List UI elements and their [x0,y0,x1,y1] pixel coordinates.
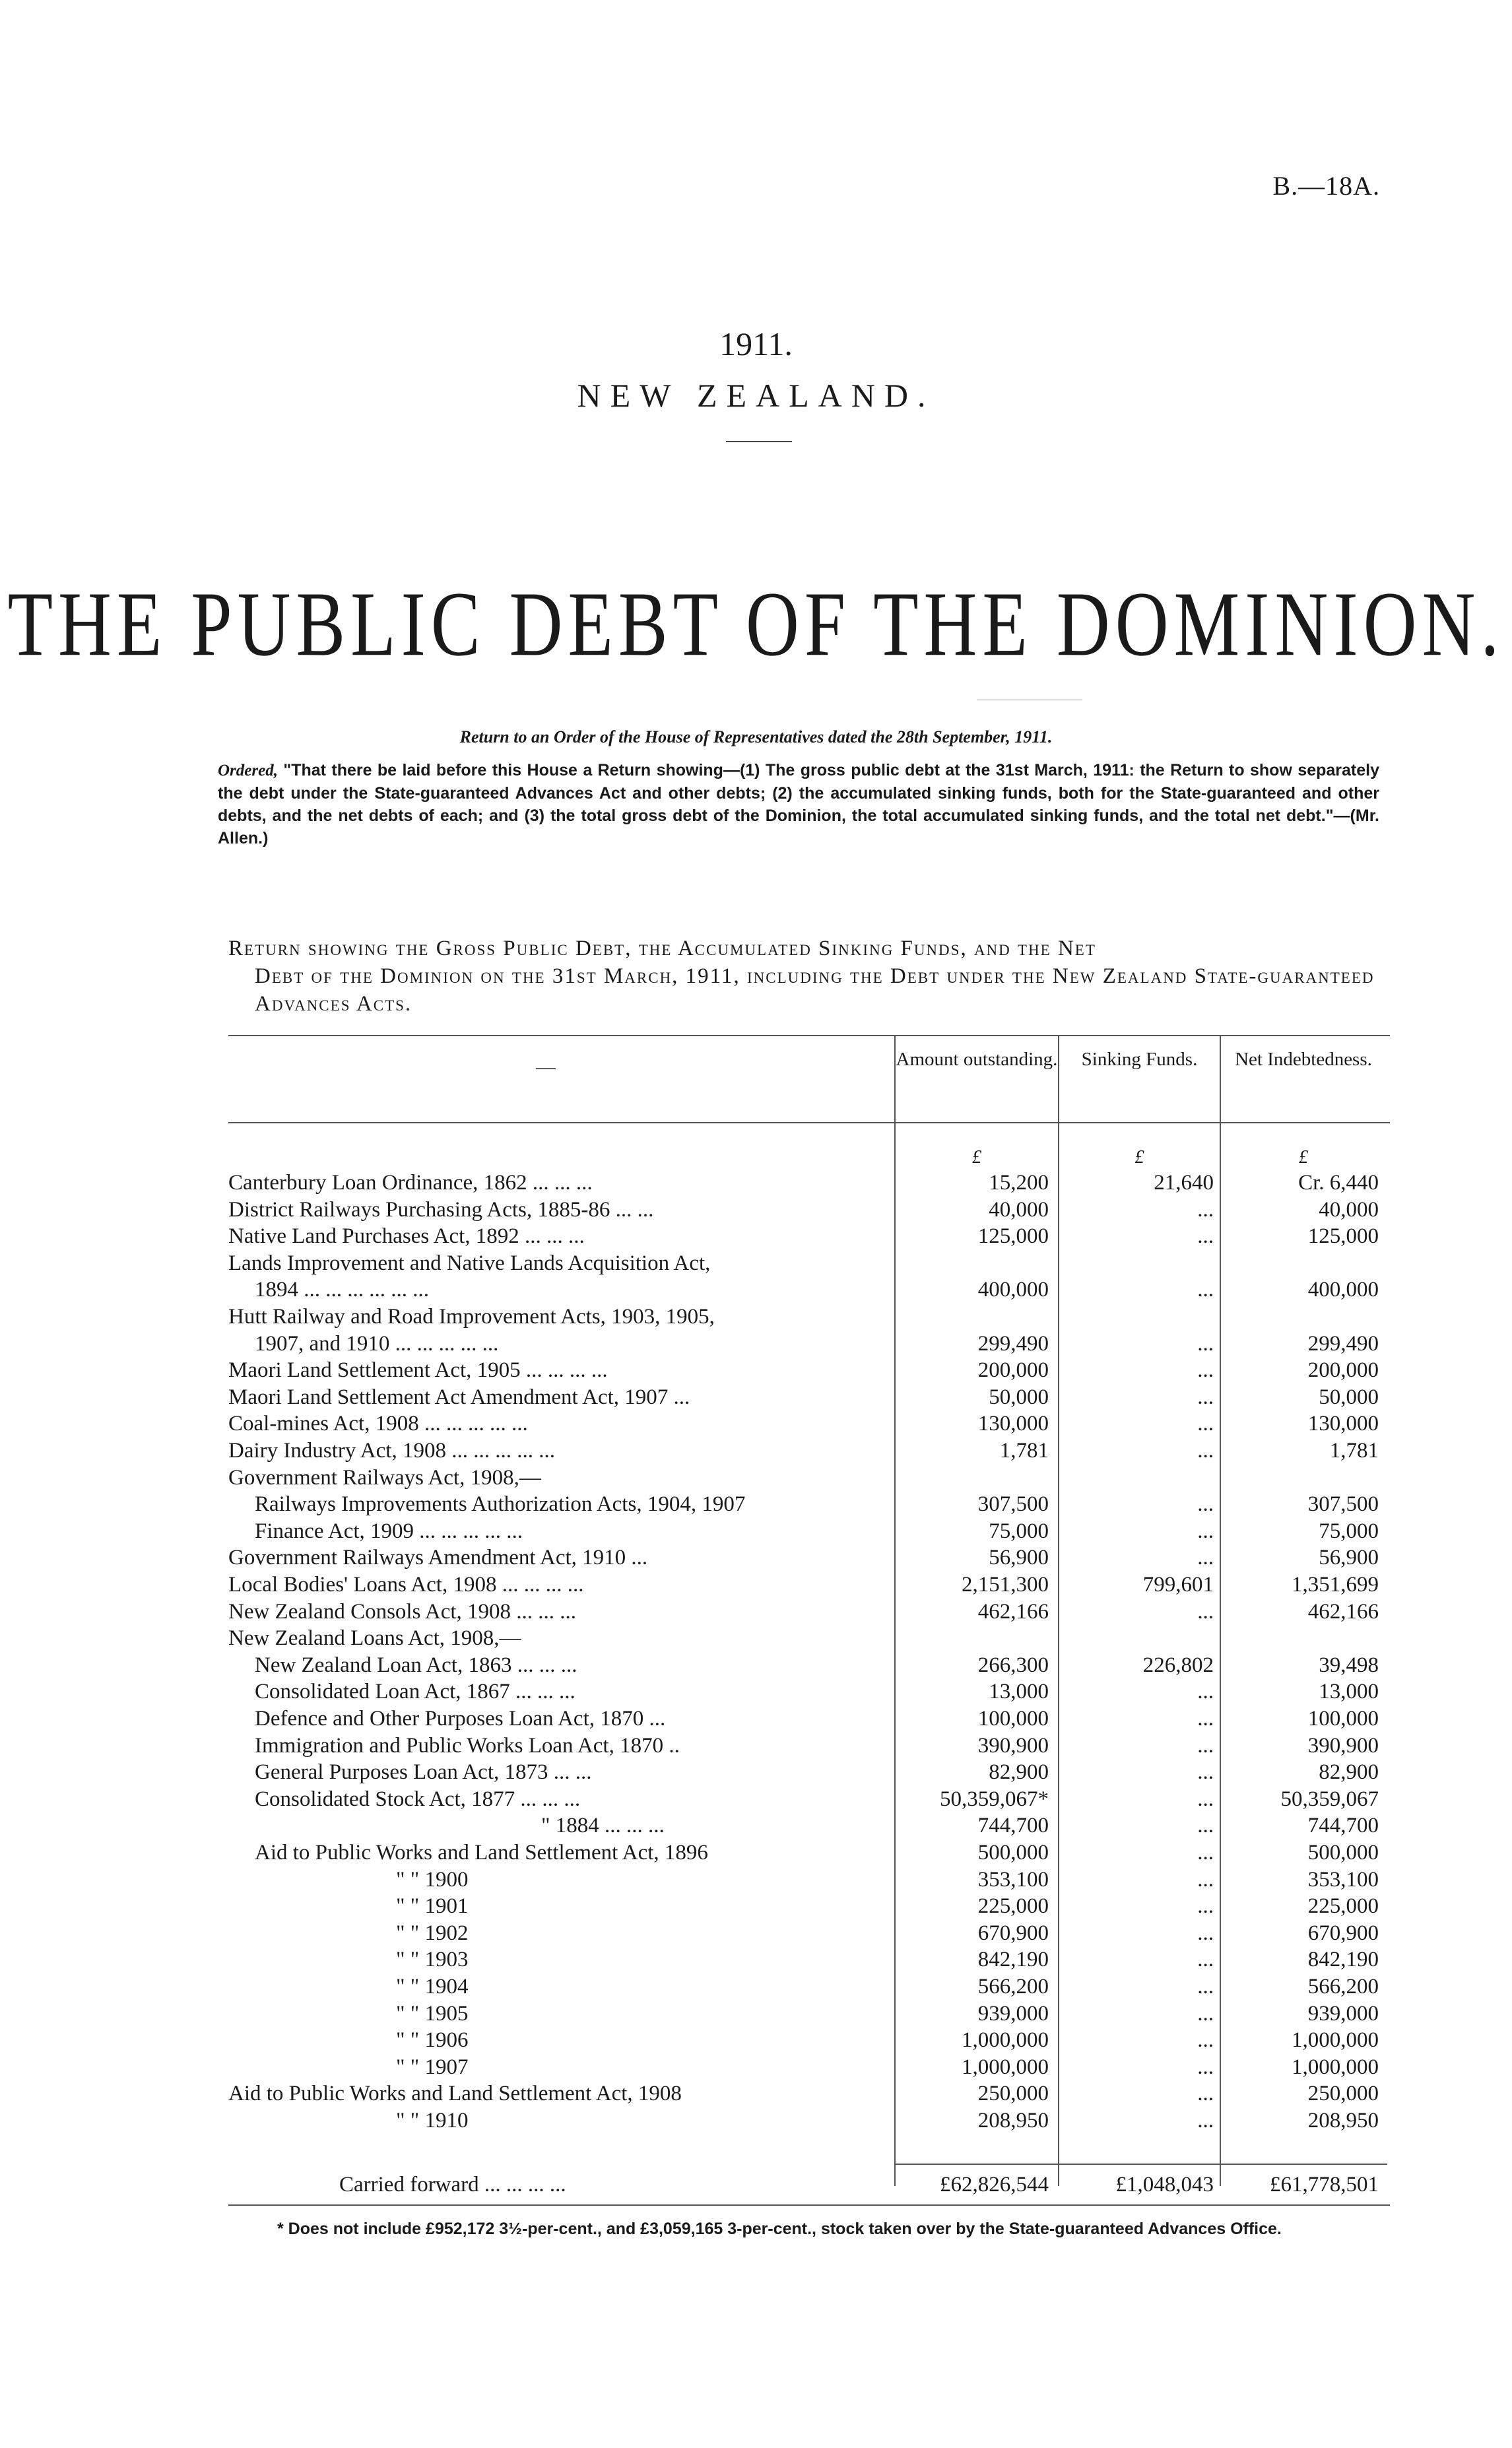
sinking-funds-cell: ... [1197,1412,1214,1436]
return-heading-line1: Return showing the Gross Public Debt, the Accumulated Sinking Funds, and the Net [228,937,1096,960]
amount-outstanding-cell: 353,100 [977,1867,1049,1892]
order-return-line: Return to an Order of the House of Representatives dated the 28th September, 1911. [459,727,1053,746]
sinking-funds-cell: ... [1197,1197,1214,1222]
net-indebtedness-cell: 250,000 [1307,2082,1379,2106]
row-label: Aid to Public Works and Land Settlement Act, 1908 [228,2082,682,2106]
total-rule [896,2164,1387,2165]
table-row [0,1223,1512,1249]
amount-outstanding-cell: 1,000,000 [962,2055,1049,2079]
table-row [0,1973,1512,2000]
row-label: District Railways Purchasing Acts, 1885-86 ... ... [228,1197,654,1222]
sinking-funds-cell: ... [1197,2082,1214,2106]
table-row [0,1384,1512,1410]
net-indebtedness-cell: 842,190 [1307,1948,1379,1972]
table-row [0,1331,1512,1357]
sinking-funds-cell: ... [1197,1841,1214,1865]
net-indebtedness-cell: 1,000,000 [1292,2028,1379,2053]
amount-outstanding-cell: 307,500 [977,1492,1049,1517]
table-row [0,1786,1512,1812]
net-indebtedness-cell: 670,900 [1307,1921,1379,1945]
net-indebtedness-cell: 299,490 [1307,1331,1379,1356]
net-indebtedness-cell: 353,100 [1307,1867,1379,1892]
amount-outstanding-cell: 462,166 [977,1599,1049,1624]
table-row [0,1920,1512,1946]
row-label: Maori Land Settlement Act, 1905 ... ... ... ... [228,1358,608,1383]
sinking-funds-cell: ... [1197,1358,1214,1383]
sinking-funds-cell: ... [1197,2028,1214,2053]
amount-outstanding-cell: 266,300 [977,1653,1049,1677]
ordered-label: Ordered, [218,762,278,779]
table-row [0,1625,1512,1651]
row-label: " 1884 ... ... ... [541,1814,665,1838]
sinking-funds-cell: ... [1197,1680,1214,1704]
amount-outstanding-cell: 130,000 [977,1412,1049,1436]
sinking-funds-cell: ... [1197,1385,1214,1409]
table-row [0,1678,1512,1705]
net-indebtedness-cell: 82,900 [1319,1760,1379,1785]
sinking-funds-cell: ... [1197,1733,1214,1758]
row-label: New Zealand Consols Act, 1908 ... ... ... [228,1599,577,1624]
sinking-funds-cell: ... [1197,1867,1214,1892]
amount-outstanding-cell: 670,900 [977,1921,1049,1945]
sinking-funds-cell: ... [1197,1278,1214,1302]
row-label: Consolidated Loan Act, 1867 ... ... ... [255,1680,575,1704]
row-label: Local Bodies' Loans Act, 1908 ... ... ... ... [228,1573,584,1597]
table-row [0,1544,1512,1571]
table-row [0,2001,1512,2027]
row-label: " " 1910 [396,2109,469,2133]
table-row [0,1893,1512,1919]
column-header-amount: Amount outstanding. [896,1049,1058,1070]
sinking-funds-cell: ... [1197,1760,1214,1785]
amount-outstanding-cell: 75,000 [989,1519,1049,1543]
first-column-header: — [536,1056,556,1078]
row-label: " " 1904 [396,1975,469,1999]
carried-forward-sinking: £1,048,043 [1115,2173,1214,2197]
net-indebtedness-cell: 75,000 [1319,1519,1379,1543]
page-title: THE PUBLIC DEBT OF THE DOMINION. [7,573,1505,676]
row-label: Government Railways Act, 1908,— [228,1465,541,1490]
row-label: Immigration and Public Works Loan Act, 1870 .. [255,1733,680,1758]
row-label: 1907, and 1910 ... ... ... ... ... [255,1331,499,1356]
row-label: " " 1907 [396,2055,469,2079]
document-year: 1911. [719,325,793,362]
table-row [0,1705,1512,1732]
footnote-rule [228,2204,1390,2206]
unit-net-indebtedness: £ [1299,1147,1308,1168]
table-row [0,1197,1512,1223]
table-row [0,2107,1512,2134]
table-row [0,1733,1512,1759]
footnote: * Does not include £952,172 3½-per-cent., and £3,059,165 3-per-cent., stock taken over by the State-guaranteed Advances Office. [277,2220,1282,2238]
net-indebtedness-cell: 200,000 [1307,1358,1379,1383]
table-row [0,1304,1512,1330]
table-row [0,1357,1512,1383]
row-label: " " 1902 [396,1921,469,1945]
row-label: Canterbury Loan Ordinance, 1862 ... ... ... [228,1171,593,1195]
row-label: Hutt Railway and Road Improvement Acts, 1903, 1905, [228,1305,715,1329]
row-label: Railways Improvements Authorization Acts, 1904, 1907 [255,1492,746,1517]
sinking-funds-cell: ... [1197,1814,1214,1838]
amount-outstanding-cell: 842,190 [977,1948,1049,1972]
amount-outstanding-cell: 939,000 [977,2001,1049,2026]
sinking-funds-cell: 21,640 [1154,1171,1214,1195]
amount-outstanding-cell: 50,000 [989,1385,1049,1409]
row-label: Government Railways Amendment Act, 1910 ... [228,1546,648,1570]
sinking-funds-cell: ... [1197,1599,1214,1624]
amount-outstanding-cell: 100,000 [977,1707,1049,1731]
carried-forward-label: Carried forward ... ... ... ... [339,2173,566,2197]
net-indebtedness-cell: 100,000 [1307,1707,1379,1731]
sinking-funds-cell: ... [1197,1787,1214,1811]
row-label: Aid to Public Works and Land Settlement Act, 1896 [255,1841,708,1865]
table-row [0,1170,1512,1196]
table-row [0,1491,1512,1517]
column-header-sinking-funds: Sinking Funds. [1081,1049,1198,1070]
net-indebtedness-cell: 390,900 [1307,1733,1379,1758]
net-indebtedness-cell: 400,000 [1307,1278,1379,1302]
sinking-funds-cell: ... [1197,1948,1214,1972]
amount-outstanding-cell: 15,200 [989,1171,1049,1195]
amount-outstanding-cell: 225,000 [977,1894,1049,1919]
amount-outstanding-cell: 82,900 [989,1760,1049,1785]
net-indebtedness-cell: 939,000 [1307,2001,1379,2026]
row-label: Coal-mines Act, 1908 ... ... ... ... ... [228,1412,528,1436]
table-row [0,1465,1512,1491]
carried-forward-amount: £62,826,544 [940,2173,1049,2197]
carried-forward-net: £61,778,501 [1270,2173,1379,2197]
row-label: " " 1906 [396,2028,469,2053]
return-heading-line2: Debt of the Dominion on the 31st March, 1911, including the Debt under the New Zealand State-guaranteed Advances Acts. [255,964,1375,1016]
sinking-funds-cell: ... [1197,2001,1214,2026]
row-label: Native Land Purchases Act, 1892 ... ... ... [228,1224,585,1249]
net-indebtedness-cell: 130,000 [1307,1412,1379,1436]
net-indebtedness-cell: 744,700 [1307,1814,1379,1838]
sinking-funds-cell: ... [1197,1224,1214,1249]
row-label: " " 1900 [396,1867,469,1892]
sinking-funds-cell: ... [1197,2055,1214,2079]
amount-outstanding-cell: 250,000 [977,2082,1049,2106]
table-row [0,1839,1512,1866]
net-indebtedness-cell: 50,359,067 [1280,1787,1379,1811]
net-indebtedness-cell: 56,900 [1319,1546,1379,1570]
row-label: New Zealand Loans Act, 1908,— [228,1626,521,1651]
net-indebtedness-cell: 208,950 [1307,2109,1379,2133]
net-indebtedness-cell: 462,166 [1307,1599,1379,1624]
paper-reference: B.—18A. [1272,171,1380,201]
amount-outstanding-cell: 400,000 [977,1278,1049,1302]
table-row [0,2080,1512,2107]
amount-outstanding-cell: 56,900 [989,1546,1049,1570]
net-indebtedness-cell: 50,000 [1319,1385,1379,1409]
row-label: General Purposes Loan Act, 1873 ... ... [255,1760,592,1785]
unit-sinking-funds: £ [1134,1147,1144,1168]
row-label: Maori Land Settlement Act Amendment Act, 1907 ... [228,1385,690,1409]
amount-outstanding-cell: 500,000 [977,1841,1049,1865]
amount-outstanding-cell: 2,151,300 [962,1573,1049,1597]
table-row [0,1652,1512,1678]
sinking-funds-cell: 226,802 [1142,1653,1214,1677]
sinking-funds-cell: ... [1197,2109,1214,2133]
order-paragraph [218,759,1379,849]
table-row [0,1867,1512,1893]
amount-outstanding-cell: 1,781 [999,1439,1049,1463]
table-row [0,1410,1512,1437]
net-indebtedness-cell: 13,000 [1319,1680,1379,1704]
row-label: " " 1903 [396,1948,469,1972]
carried-forward-row [0,2171,1512,2198]
table-top-rule [228,1035,1390,1036]
row-label: Finance Act, 1909 ... ... ... ... ... [255,1519,523,1543]
amount-outstanding-cell: 390,900 [977,1733,1049,1758]
amount-outstanding-cell: 299,490 [977,1331,1049,1356]
row-label: Defence and Other Purposes Loan Act, 1870 ... [255,1707,666,1731]
country-heading: NEW ZEALAND. [577,377,935,414]
amount-outstanding-cell: 200,000 [977,1358,1049,1383]
amount-outstanding-cell: 125,000 [977,1224,1049,1249]
table-row [0,1571,1512,1598]
net-indebtedness-cell: 1,000,000 [1292,2055,1379,2079]
row-label: Lands Improvement and Native Lands Acquisition Act, [228,1251,711,1275]
net-indebtedness-cell: 39,498 [1319,1653,1379,1677]
amount-outstanding-cell: 50,359,067* [940,1787,1049,1811]
amount-outstanding-cell: 13,000 [989,1680,1049,1704]
table-row [0,1276,1512,1303]
row-label: " " 1905 [396,2001,469,2026]
net-indebtedness-cell: 1,351,699 [1292,1573,1379,1597]
table-row [0,1812,1512,1839]
amount-outstanding-cell: 40,000 [989,1197,1049,1222]
net-indebtedness-cell: 1,781 [1329,1439,1379,1463]
row-label: Dairy Industry Act, 1908 ... ... ... ... ... [228,1439,555,1463]
net-indebtedness-cell: 307,500 [1307,1492,1379,1517]
net-indebtedness-cell: 125,000 [1307,1224,1379,1249]
sinking-funds-cell: 799,601 [1142,1573,1214,1597]
sinking-funds-cell: ... [1197,1492,1214,1517]
sinking-funds-cell: ... [1197,1331,1214,1356]
unit-amount: £ [972,1147,981,1168]
net-indebtedness-cell: 225,000 [1307,1894,1379,1919]
table-row [0,1759,1512,1785]
table-row [0,1599,1512,1625]
table-row [0,2027,1512,2053]
table-row [0,2054,1512,2080]
net-indebtedness-cell: 40,000 [1319,1197,1379,1222]
return-heading [228,935,1390,1018]
amount-outstanding-cell: 744,700 [977,1814,1049,1838]
column-header-net-indebtedness: Net Indebtedness. [1235,1049,1372,1070]
net-indebtedness-cell: Cr. 6,440 [1298,1171,1379,1195]
row-label: " " 1901 [396,1894,469,1919]
table-row [0,1946,1512,1973]
amount-outstanding-cell: 566,200 [977,1975,1049,1999]
sinking-funds-cell: ... [1197,1439,1214,1463]
divider [726,441,792,442]
table-row [0,1518,1512,1544]
table-header-rule [228,1122,1390,1123]
sinking-funds-cell: ... [1197,1975,1214,1999]
amount-outstanding-cell: 208,950 [977,2109,1049,2133]
sinking-funds-cell: ... [1197,1894,1214,1919]
net-indebtedness-cell: 566,200 [1307,1975,1379,1999]
net-indebtedness-cell: 500,000 [1307,1841,1379,1865]
sinking-funds-cell: ... [1197,1707,1214,1731]
amount-outstanding-cell: 1,000,000 [962,2028,1049,2053]
table-row [0,1438,1512,1464]
row-label: 1894 ... ... ... ... ... ... [255,1278,429,1302]
table-row [0,1250,1512,1276]
sinking-funds-cell: ... [1197,1546,1214,1570]
row-label: Consolidated Stock Act, 1877 ... ... ... [255,1787,581,1811]
row-label: New Zealand Loan Act, 1863 ... ... ... [255,1653,577,1677]
ordered-text: "That there be laid before this House a Return showing—(1) The gross public debt at the 31st March, 1911: the Return to show separately the debt under the State-guaranteed Advances Act and other debts; (2) the accumulated sinking funds, both for the State-guaranteed and other debts, and the net debts of each; and (3) the total gross debt of the Dominion, the total accumulated sinking funds, and the total net debt."—(Mr. Allen.) [218,761,1379,847]
sinking-funds-cell: ... [1197,1519,1214,1543]
sinking-funds-cell: ... [1197,1921,1214,1945]
